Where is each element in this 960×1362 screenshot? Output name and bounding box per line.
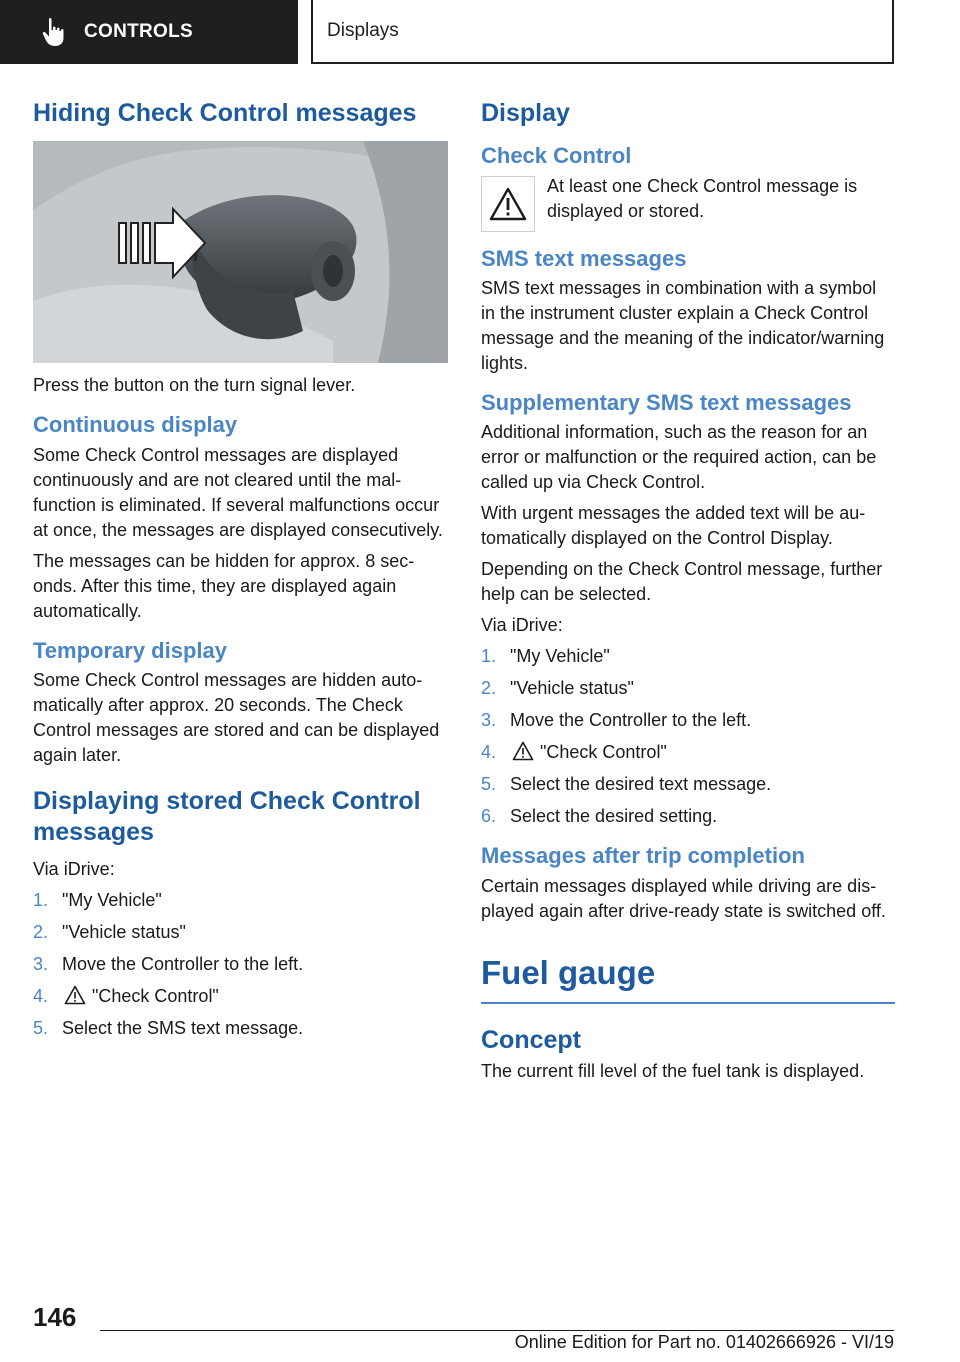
list-item: 5. Select the SMS text message. bbox=[33, 1017, 304, 1038]
warning-triangle-icon bbox=[64, 985, 86, 1005]
chapter-title-fuel-gauge: Fuel gauge bbox=[481, 954, 895, 1004]
paragraph-continuous-2: The messages can be hidden for approx. 8 seconds. After this time, they are displayed again automatically. bbox=[33, 550, 415, 621]
section-tab bbox=[311, 0, 894, 64]
heading-supplementary-sms: Supplementary SMS text messages bbox=[481, 390, 852, 416]
list-item: 3. Move the Controller to the left. bbox=[481, 710, 752, 731]
paragraph-supplementary-1: Additional information, such as the reason for an error or malfunction or the required action, can be called up via Check Control. bbox=[481, 422, 877, 493]
section-label: Displays bbox=[327, 20, 399, 41]
turn-signal-lever-image bbox=[33, 141, 448, 363]
chapter-tab bbox=[0, 0, 298, 64]
heading-continuous-display: Continuous display bbox=[33, 412, 238, 438]
paragraph-after-trip-1: Certain messages displayed while driving are displayed again after drive-ready state is switched off. bbox=[481, 875, 886, 921]
right-column bbox=[481, 98, 895, 1090]
list-item: 6. Select the desired setting. bbox=[481, 806, 718, 827]
paragraph-supplementary-2: With urgent messages the added text will be automatically displayed on the Control Display. bbox=[481, 503, 866, 549]
section-title-display: Display bbox=[481, 99, 570, 127]
page-footer bbox=[0, 1296, 960, 1362]
pointing-hand-icon bbox=[40, 17, 68, 47]
turn-signal-lever-illustration bbox=[33, 141, 448, 363]
stored-steps-list bbox=[33, 888, 448, 1041]
list-item: 2. "Vehicle status" bbox=[33, 921, 186, 942]
heading-sms-text-messages: SMS text messages bbox=[481, 245, 687, 271]
list-item: 3. Move the Controller to the left. bbox=[33, 953, 304, 974]
left-column bbox=[33, 98, 448, 1049]
list-item: 5. Select the desired text message. bbox=[481, 774, 772, 795]
warning-triangle-icon bbox=[488, 186, 528, 222]
chapter-label: CONTROLS bbox=[84, 21, 194, 42]
paragraph-supplementary-3: Depending on the Check Control message, further help can be selected. bbox=[481, 559, 883, 605]
paragraph-sms-1: SMS text messages in combination with a symbol in the instrument cluster explain a Check Control message and the meaning of the indicator/warning lights. bbox=[481, 278, 885, 374]
figure-caption: Press the button on the turn signal lever. bbox=[33, 375, 356, 396]
stored-intro: Via iDrive: bbox=[33, 858, 115, 879]
list-item: 2. "Vehicle status" bbox=[481, 678, 634, 699]
list-item: 4. "Check Control" bbox=[481, 742, 667, 763]
edition-note: Online Edition for Part no. 01402666926 - VI/19 bbox=[514, 1332, 894, 1352]
list-item: 4. "Check Control" bbox=[33, 985, 219, 1006]
footer-divider bbox=[100, 1330, 894, 1331]
supplementary-steps-list bbox=[481, 644, 895, 829]
page-number: 146 bbox=[33, 1302, 77, 1332]
warning-triangle-icon bbox=[512, 741, 534, 761]
section-title-hiding: Hiding Check Control messages bbox=[33, 99, 417, 127]
heading-check-control: Check Control bbox=[481, 143, 632, 169]
paragraph-temporary-1: Some Check Control messages are hidden automatically after approx. 20 seconds. The Check Control messages are stored and can be displayed again later. bbox=[33, 670, 440, 766]
heading-concept: Concept bbox=[481, 1025, 581, 1054]
supplementary-intro: Via iDrive: bbox=[481, 615, 563, 636]
heading-messages-after-trip: Messages after trip completion bbox=[481, 843, 805, 869]
page-header bbox=[0, 0, 960, 66]
paragraph-continuous-1: Some Check Control messages are displayed continuously and are not cleared until the malfunction is eliminated. If several malfunctions occur at once, the messages are displayed consecutively. bbox=[33, 444, 443, 540]
section-title-stored: Displaying stored Check Control messages bbox=[33, 787, 421, 847]
check-control-indicator-row bbox=[481, 174, 895, 232]
check-control-warning-icon bbox=[481, 176, 535, 232]
paragraph-concept: The current fill level of the fuel tank is displayed. bbox=[481, 1060, 865, 1081]
list-item: 1. "My Vehicle" bbox=[33, 889, 162, 910]
heading-temporary-display: Temporary display bbox=[33, 637, 227, 663]
check-control-description: At least one Check Control message is displayed or stored. bbox=[547, 175, 858, 221]
list-item: 1. "My Vehicle" bbox=[481, 646, 610, 667]
